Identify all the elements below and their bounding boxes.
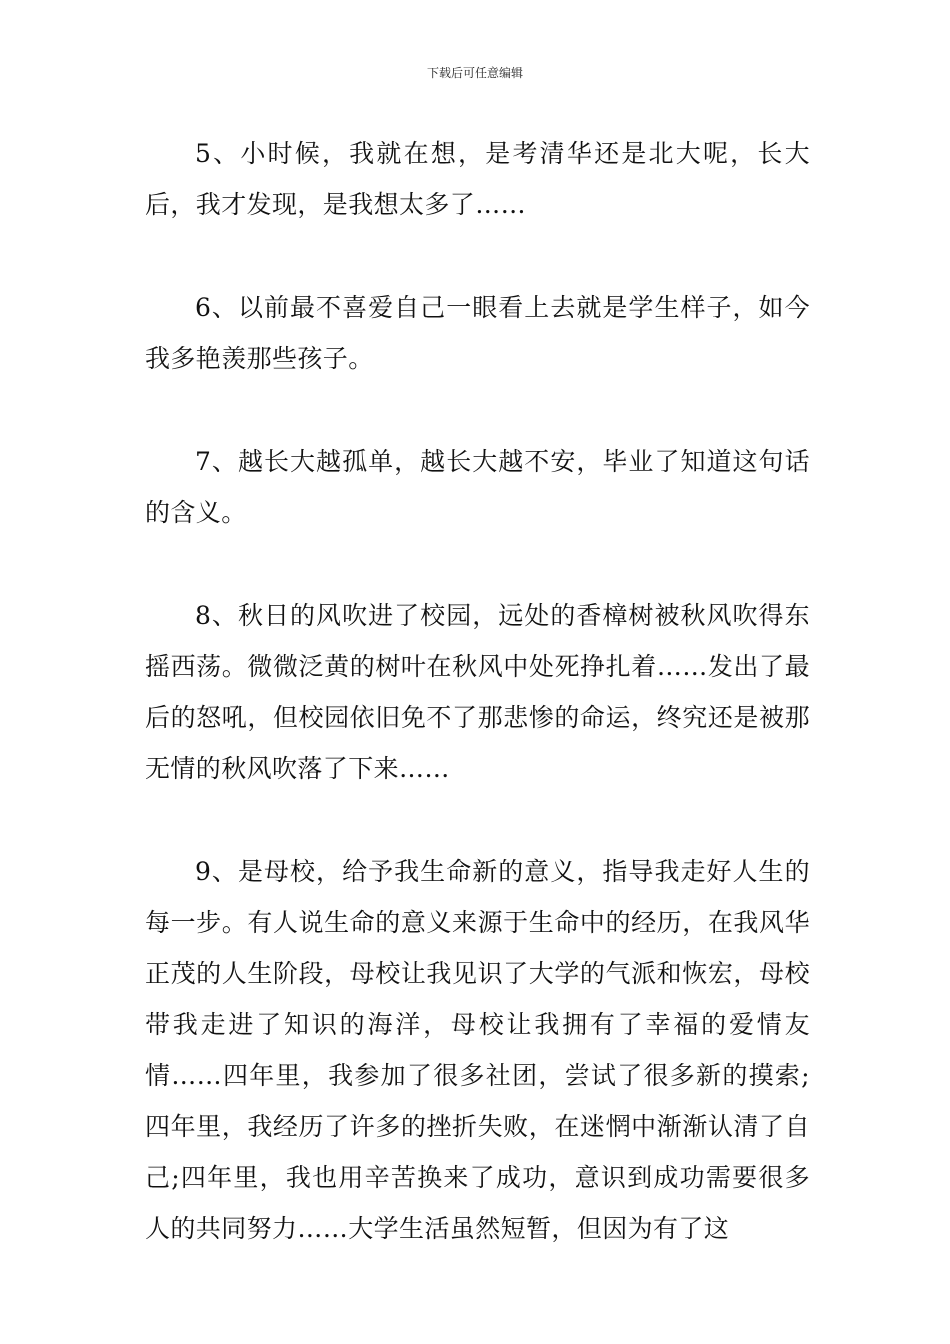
paragraph-8: 8、秋日的风吹进了校园，远处的香樟树被秋风吹得东摇西荡。微微泛黄的树叶在秋风中处死挣扎着……发出了最后的怒吼，但校园依旧免不了那悲惨的命运，终究还是被那无情的秋风吹落了下来…… [145,601,810,783]
document-body [145,128,810,1254]
paragraph-5: 5、小时候，我就在想，是考清华还是北大呢，长大后，我才发现，是我想太多了…… [145,139,810,219]
paragraph-6: 6、以前最不喜爱自己一眼看上去就是学生样子，如今我多艳羡那些孩子。 [145,293,810,373]
paragraph-9: 9、是母校，给予我生命新的意义，指导我走好人生的每一步。有人说生命的意义来源于生命中的经历，在我风华正茂的人生阶段，母校让我见识了大学的气派和恢宏，母校带我走进了知识的海洋，母校让我拥有了幸福的爱情友情……四年里，我参加了很多社团，尝试了很多新的摸索;四年里，我经历了许多的挫折失败，在迷惘中渐渐认清了自己;四年里，我也用辛苦换来了成功，意识到成功需要很多人的共同努力……大学生活虽然短暂，但因为有了这 [145,857,810,1243]
page-header: 下载后可任意编辑 [426,66,523,80]
paragraph-7: 7、越长大越孤单，越长大越不安，毕业了知道这句话的含义。 [145,447,810,527]
